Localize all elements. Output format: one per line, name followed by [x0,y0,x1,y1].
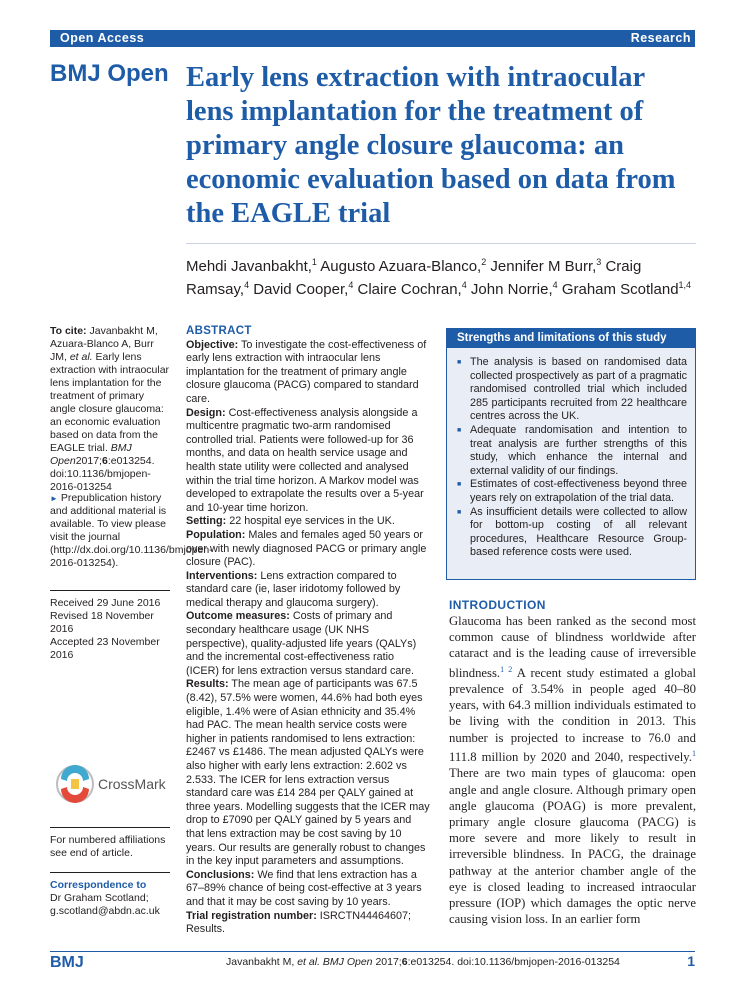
abstract-section [186,529,430,570]
cite-text-2: Early lens extraction with intraocular lens implantation for the treatment of primary angle closure glaucoma: an economic evaluation based on data from the EAGLE trial. [50,351,170,454]
author-name: John Norrie, [470,281,553,298]
footer-cite-doi: :e013254. doi:10.1136/bmjopen-2016-013254 [407,956,620,968]
crossmark-icon [54,762,169,810]
article-title: Early lens extraction with intraocular lens implantation for the treatment of primary angle closure glaucoma: an economic evaluation based on data from the EAGLE trial [186,62,676,229]
cite-volume: 6 [101,455,108,467]
abstract-section-label: Setting: [186,515,227,528]
footer-cite-year: 2017; [375,956,402,968]
strength-item: ■ The analysis is based on randomised data collected prospectively as part of a pragmatic randomised controlled trial which included 285 participants recruited from 22 healthcare centres across the UK. [455,356,687,424]
abstract-section-text: Cost-effectiveness analysis alongside a multicentre pragmatic two-arm randomised controlled trial. Patients were followed-up for 36 months, and data on health service usage and health state utility were collected and analysed within the trial time horizon. A Markov model was developed to extrapolate the results over a 5-year and 10-year time horizon. [186,406,424,514]
title-divider [186,243,696,244]
intro-part-1: Glaucoma has been ranked as the second most common cause of blindness worldwide after cataract and is the leading cause of irreversible blindness. [449,614,696,680]
author-affiliation: 4 [461,280,467,290]
author-name: Jennifer M Burr, [490,258,597,275]
author-affiliation: 3 [596,257,602,267]
footer-cite-authors: Javanbakht M, [226,956,295,968]
triangle-bullet-icon: ► [50,494,58,503]
intro-part-3: There are two main types of glaucoma: open angle and angle closure. Although primary open angle glaucoma (POAG) is more prevalent, primary angle closure glaucoma (PACG) is more severe and more likely to result in irreversible blindness. In PACG, the drainage pathway at the anterior chamber angle of the eye is closed leading to increased intraocular pressure (IOP) which damages the optic nerve causing vision loss. In an earlier form [449,766,696,927]
footer-divider [50,951,695,952]
abstract-section-label: Outcome measures: [186,610,290,623]
abstract-section [186,339,430,407]
introduction-heading: INTRODUCTION [449,598,546,612]
received-date: Received 29 June 2016 [50,597,161,609]
cite-label: To cite: [50,325,87,337]
strengths-heading: Strengths and limitations of this study [447,329,695,348]
revised-date: Revised 18 November 2016 [50,610,154,635]
dates-block [50,597,170,662]
author-affiliation: 4 [552,280,558,290]
author-name: Claire Cochran, [357,281,462,298]
footer-citation [226,956,620,968]
correspondence-name: Dr Graham Scotland; [50,892,149,904]
cite-text-4: :e013254. doi:10.1136/bmjopen-2016-013254 [50,455,155,493]
author-name: Graham Scotland [561,281,679,298]
top-banner [50,30,695,47]
author-name: Craig Ramsay, [186,258,642,298]
open-access-label: Open Access [60,31,145,45]
strength-item: ■ Adequate randomisation and intention to treat analysis are further strengths of this study, which enhance the internal and external validity of our findings. [455,424,687,478]
strength-item: ■ As insufficient details were collected to allow for bottom-up costing of all relevant procedures, Healthcare Resource Group-based reference costs were used. [455,506,687,560]
abstract-section-text: We find that lens extraction has a 67–89% chance of being cost-effective at 3 years and that it may be cost saving by 10 years. [186,868,422,908]
abstract-section-label: Population: [186,528,246,541]
author-affiliation: 1 [311,257,317,267]
abstract-section [186,570,430,611]
abstract-section-label: Objective: [186,338,239,351]
strengths-list [455,356,687,560]
abstract-section-label: Interventions: [186,569,258,582]
page-number: 1 [687,953,695,969]
ref-1-2[interactable]: 1 2 [500,664,513,674]
cite-etal: et al. [69,351,93,363]
correspondence-label: Correspondence to [50,879,147,891]
abstract-section-label: Results: [186,678,229,691]
cite-journal: BMJ Open [50,442,132,467]
abstract-section [186,407,430,516]
abstract-heading: ABSTRACT [186,325,252,337]
footer-cite-volume: 6 [401,956,408,968]
sidebar-divider [50,590,170,591]
abstract-section-text: ISRCTN44464607; Results. [186,909,412,936]
sidebar-divider-3 [50,872,170,873]
correspondence-email[interactable]: g.scotland@abdn.ac.uk [50,905,160,917]
abstract-body [186,339,430,937]
abstract-section [186,678,430,868]
abstract-section-text: Males and females aged 50 years or over with newly diagnosed PACG or primary angle closure (PAC). [186,528,427,569]
footer-cite-journal: BMJ Open [322,956,373,968]
footer-logo: BMJ [50,954,84,971]
author-list [186,253,696,299]
abstract-section-text: Costs of primary and secondary healthcare usage (UK NHS perspective), quality-adjusted life years (QALYs) and the incremental cost-effectiveness ratio (ICER) for lens extraction versus standard care. [186,610,417,677]
correspondence-block [50,879,170,918]
author-affiliation: 4 [348,280,354,290]
strengths-limitations-box [446,328,696,580]
cite-text-3: 2017; [75,455,102,467]
abstract-section-label: Conclusions: [186,868,255,881]
accepted-date: Accepted 23 November 2016 [50,636,160,661]
section-label: Research [630,31,691,45]
journal-logo: BMJ Open [50,60,169,87]
abstract-section-text: To investigate the cost-effectiveness of early lens extraction with intraocular lens implantation for the treatment of primary angle closure glaucoma (PACG) compared to standard care. [186,338,427,405]
author-name: Augusto Azuara-Blanco, [320,258,482,275]
intro-part-2: A recent study estimated a global prevalence of 3.54% in people aged 40–80 years, with 64.3 million individuals estimated to be living with the condition in 2013. This number is projected to increase to 76.0 and 111.8 million by 2020 and 2040, respectively. [449,665,696,765]
introduction-text [449,613,696,927]
citation-block [50,325,170,494]
abstract-section-label: Trial registration number: [186,909,317,922]
abstract-section [186,869,430,910]
author-affiliation: 2 [481,257,487,267]
abstract-section-text: The mean age of participants was 67.5 (8.42), 57.5% were women, 44.6% had both eyes eligible, 1.4% were of Asian ethnicity and 35.4% had PAC. The mean health service costs were higher in patients randomised to lens extraction: £2467 vs £1486. The mean adjusted QALYs were also higher with early lens extraction: 2.602 vs 2.533. The ICER for lens extraction versus standard care was £14 284 per QALY gained at three years. Modelling suggests that the ICER may drop to £7090 per QALY gained by 5 years and that lens extraction may be cost saving by 10 years. Our results are generally robust to changes in the key input parameters and assumptions. [186,678,430,868]
abstract-section [186,515,430,529]
cite-text-1: Javanbakht M, Azuara-Blanco A, Burr JM, [50,325,158,363]
prepub-text[interactable]: Prepublication history and additional material is available. To view please visit the journal (http://dx.doi.org/10.1136/bmjopen-2016-013254). [50,492,213,569]
author-affiliation: 1,4 [678,280,692,290]
abstract-section-label: Design: [186,406,226,419]
author-name: David Cooper, [253,281,349,298]
affiliations-note: For numbered affiliations see end of article. [50,834,166,859]
abstract-section [186,910,430,937]
abstract-section-text: 22 hospital eye services in the UK. [229,515,395,528]
author-name: Mehdi Javanbakht, [186,258,312,275]
author-affiliation: 4 [244,280,250,290]
strength-item: ■ Estimates of cost-effectiveness beyond three years rely on extrapolation of the trial data. [455,478,687,505]
abstract [186,325,430,937]
abstract-section [186,610,430,678]
footer-cite-etal: et al. [297,956,320,968]
crossmark-badge[interactable] [54,762,169,810]
crossmark-label: CrossMark [98,776,166,792]
abstract-section-text: Lens extraction compared to standard care (ie, laser iridotomy followed by medical therapy and glaucoma surgery). [186,569,401,609]
sidebar-divider-2 [50,827,170,828]
ref-1[interactable]: 1 [692,748,696,758]
